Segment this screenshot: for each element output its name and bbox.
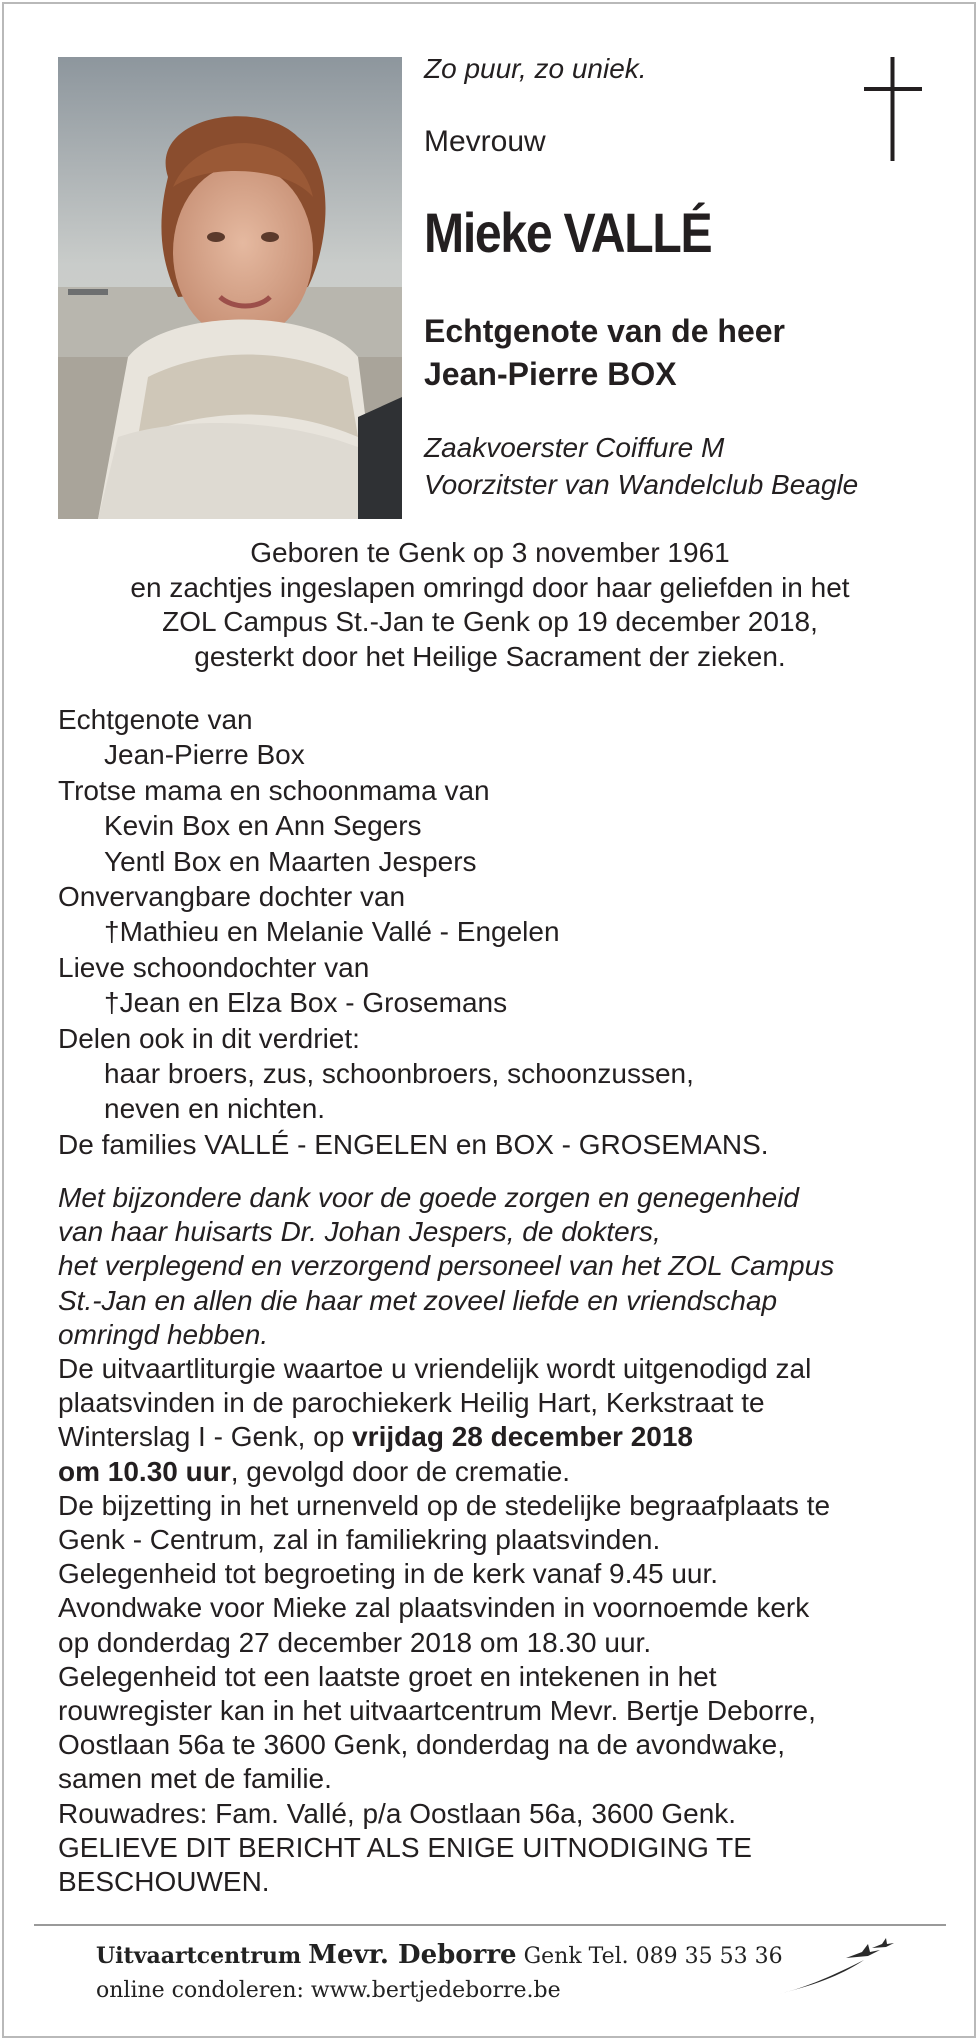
closing-text	[58, 1181, 958, 1899]
text-line: Rouwadres: Fam. Vallé, p/a Oostlaan 56a, 3600 Genk.	[58, 1797, 737, 1829]
relation-heading: De families VALLÉ - ENGELEN en BOX - GROSEMANS.	[58, 1128, 769, 1160]
latin-cross-icon	[864, 57, 922, 161]
deceased-name: Mieke VALLÉ	[424, 201, 712, 264]
funeral-time-line	[58, 1455, 958, 1489]
text-line: De uitvaartliturgie waartoe u vriendelijk wordt uitgenodigd zal	[58, 1353, 812, 1385]
footer-divider	[34, 1924, 946, 1926]
text-line: op donderdag 27 december 2018 om 18.30 uur.	[58, 1626, 652, 1658]
condolences-link[interactable]: online condoleren: www.bertjedeborre.be	[96, 1978, 561, 2003]
relation-heading: Delen ook in dit verdriet:	[58, 1022, 360, 1054]
text-line: en zachtjes ingeslapen omringd door haar geliefden in het	[130, 571, 850, 603]
text-line: plaatsvinden in de parochiekerk Heilig Hart, Kerkstraat te	[58, 1387, 765, 1419]
roles	[424, 429, 858, 503]
text-line: St.-Jan en allen die haar met zoveel liefde en vriendschap	[58, 1284, 778, 1316]
relation-name: †Jean en Elza Box - Grosemans	[104, 987, 508, 1019]
salutation: Mevrouw	[424, 125, 546, 158]
funeral-home-footer	[96, 1940, 783, 2003]
text-line: omringd hebben.	[58, 1318, 269, 1350]
text-line: ZOL Campus St.-Jan te Genk op 19 december 2018,	[162, 606, 818, 637]
text-span: , gevolgd door de crematie.	[230, 1455, 571, 1487]
birth-death-text	[40, 536, 940, 674]
role-line: Zaakvoerster Coiffure M	[424, 432, 725, 463]
portrait-photo	[58, 57, 402, 519]
funeral-home-line	[96, 1940, 783, 1970]
relation-name: neven en nichten.	[104, 1093, 326, 1125]
text-line: Gelegenheid tot begroeting in de kerk vanaf 9.45 uur.	[58, 1558, 719, 1590]
spouse-heading	[424, 310, 785, 396]
relation-heading: Trotse mama en schoonmama van	[58, 774, 490, 806]
relation-heading: Onvervangbare dochter van	[58, 881, 406, 913]
text-line: GELIEVE DIT BERICHT ALS ENIGE UITNODIGING TE	[58, 1831, 752, 1863]
text-line: BESCHOUWEN.	[58, 1866, 270, 1898]
org-prefix: Uitvaartcentrum	[96, 1943, 302, 1969]
text-line: Oostlaan 56a te 3600 Genk, donderdag na de avondwake,	[58, 1729, 785, 1761]
relation-name: haar broers, zus, schoonbroers, schoonzussen,	[104, 1058, 694, 1090]
text-line: Gelegenheid tot een laatste groet en intekenen in het	[58, 1660, 717, 1692]
org-name: Mevr. Deborre	[308, 1940, 517, 1970]
text-line: van haar huisarts Dr. Johan Jespers, de dokters,	[58, 1216, 661, 1248]
text-line: Geboren te Genk op 3 november 1961	[250, 537, 730, 568]
text-line: het verplegend en verzorgend personeel van het ZOL Campus	[58, 1250, 835, 1282]
text-line: samen met de familie.	[58, 1763, 332, 1795]
text-line: Genk - Centrum, zal in familiekring plaatsvinden.	[58, 1524, 661, 1556]
city-phone: Genk Tel. 089 35 53 36	[523, 1944, 783, 1969]
relation-name: †Mathieu en Melanie Vallé - Engelen	[104, 916, 560, 948]
text-span: Winterslag I - Genk, op	[58, 1421, 353, 1453]
text-line: gesterkt door het Heilige Sacrament der zieken.	[194, 640, 786, 672]
funeral-date-line	[58, 1420, 958, 1454]
text-line: rouwregister kan in het uitvaartcentrum Mevr. Bertje Deborre,	[58, 1695, 816, 1727]
role-line: Voorzitster van Wandelclub Beagle	[424, 469, 859, 500]
text-line: Met bijzondere dank voor de goede zorgen en genegenheid	[58, 1182, 800, 1213]
relation-heading: Echtgenote van	[58, 704, 253, 735]
spouse-name: Jean-Pierre BOX	[424, 356, 677, 392]
spouse-line: Echtgenote van de heer	[424, 313, 785, 349]
text-line: Avondwake voor Mieke zal plaatsvinden in voornoemde kerk	[58, 1592, 810, 1624]
text-line: De bijzetting in het urnenveld op de stedelijke begraafplaats te	[58, 1489, 831, 1521]
relation-name: Yentl Box en Maarten Jespers	[104, 845, 477, 877]
birds-logo-icon	[776, 1938, 894, 1996]
funeral-date: vrijdag 28 december 2018	[352, 1421, 693, 1453]
motto: Zo puur, zo uniek.	[424, 53, 647, 84]
funeral-time: om 10.30 uur	[58, 1455, 231, 1487]
relation-heading: Lieve schoondochter van	[58, 951, 370, 983]
thanks-paragraph	[58, 1181, 958, 1352]
relation-name: Kevin Box en Ann Segers	[104, 810, 422, 842]
relation-name: Jean-Pierre Box	[104, 739, 305, 771]
relations-list	[58, 702, 938, 1162]
